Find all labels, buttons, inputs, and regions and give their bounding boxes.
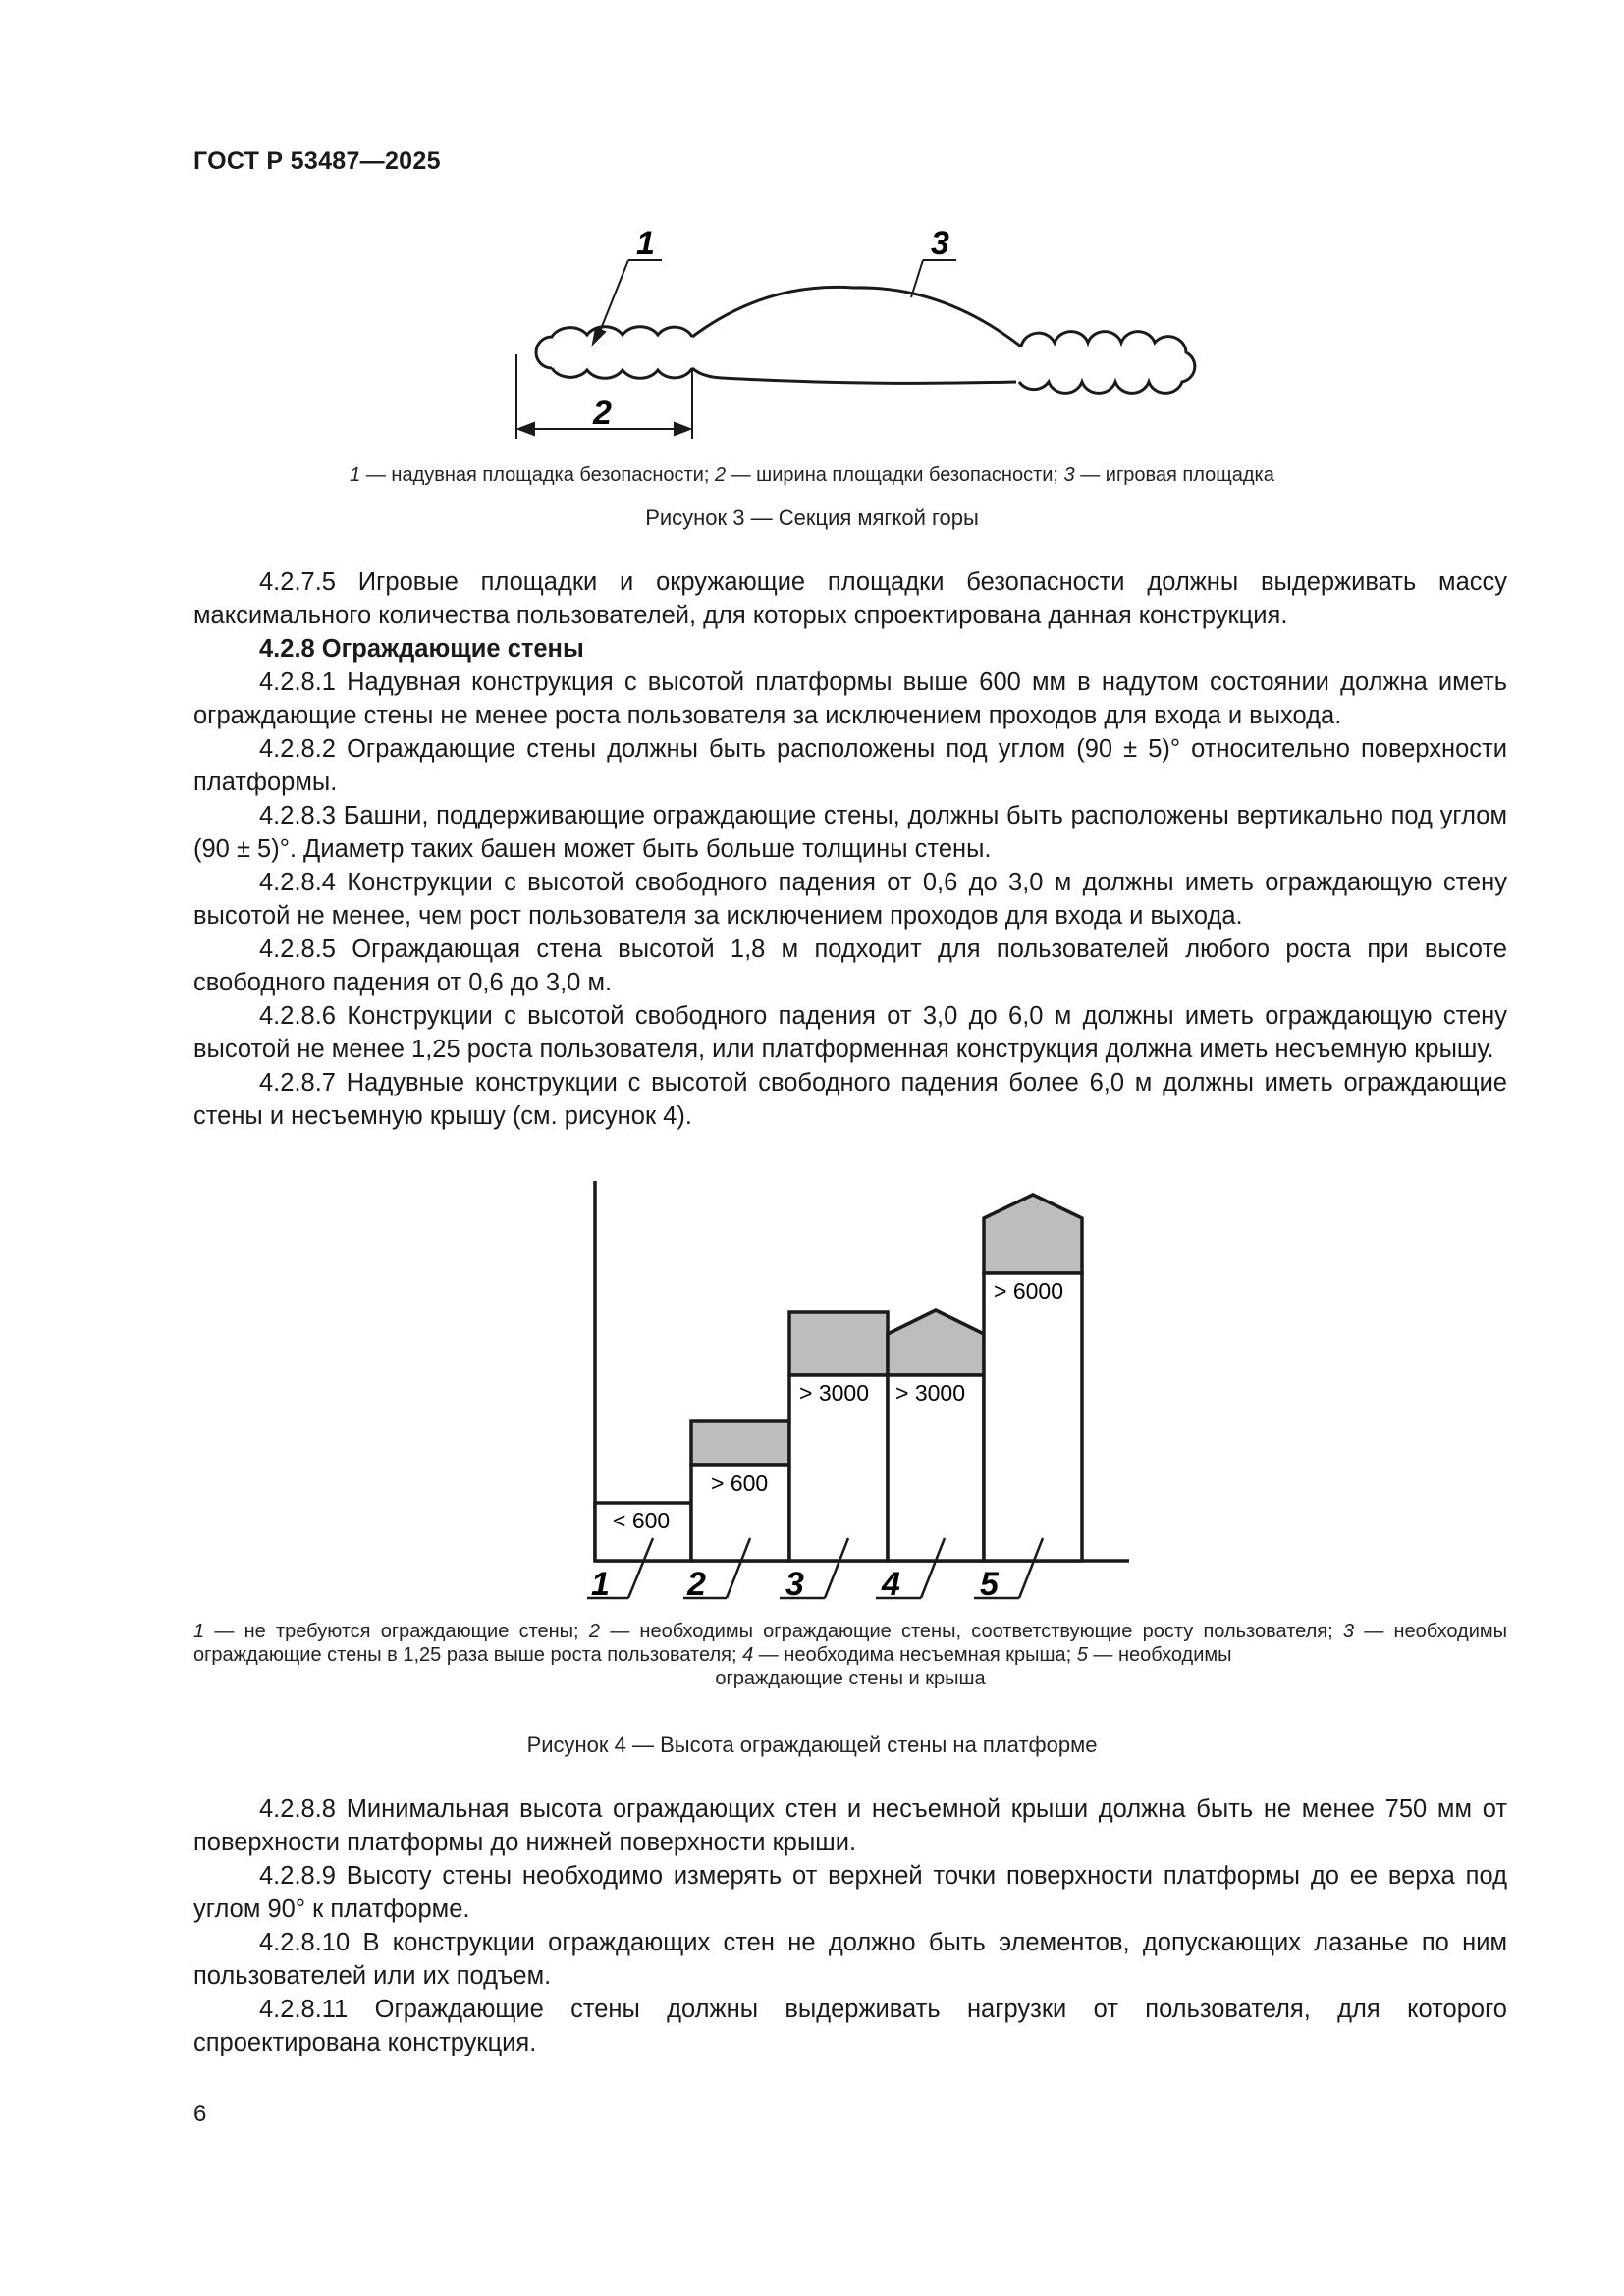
page-number: 6 [193,2101,207,2127]
heading-428: 4.2.8 Ограждающие стены [259,635,584,663]
column-3-label: 3 [785,1566,804,1603]
column-5-value: > 6000 [994,1278,1063,1304]
safety-pad-left-outline [536,327,692,378]
play-area-top-outline [692,287,1021,347]
legend-num: 1 [350,464,361,486]
paragraph-4275: 4.2.7.5 Игровые площадки и окружающие площадки безопасности должны выдерживать массу максимального количества пользователей, для которых спроектирована данная конструкция. [193,568,1507,629]
paragraph-42811: 4.2.8.11 Ограждающие стены должны выдерживать нагрузки от пользователя, для которого спроектирована конструкция. [193,1996,1507,2056]
leader-arrow-1 [593,328,605,344]
figure3-label-1: 1 [636,225,655,262]
paragraph-4288: 4.2.8.8 Минимальная высота ограждающих стен и несъемной крыши должна быть не менее 750 мм от поверхности платформы до нижней поверхности крыши. [193,1795,1507,1856]
figure4-legend-last-line: ограждающие стены и крыша [715,1668,986,1689]
paragraph-4287: 4.2.8.7 Надувные конструкции с высотой свободного падения более 6,0 м должны иметь ограждающие стены и несъемную крышу (см. рисунок 4). [193,1069,1507,1130]
paragraph-4289: 4.2.8.9 Высоту стены необходимо измерять от верхней точки поверхности платформы до ее верха под углом 90° к платформе. [193,1862,1507,1923]
column-5-roof [984,1195,1082,1273]
figure-4-diagram [569,1173,1139,1620]
section-a-text [193,565,1507,1133]
paragraph-42810: 4.2.8.10 В конструкции ограждающих стен не должно быть элементов, допускающих лазанье по ним пользователей или их подъем. [193,1929,1507,1990]
column-4-roof [888,1310,984,1375]
figure3-title: Рисунок 3 — Секция мягкой горы [645,506,979,530]
paragraph-4284: 4.2.8.4 Конструкции с высотой свободного падения от 0,6 до 3,0 м должны иметь ограждающую стену высотой не менее, чем рост пользователя за исключением проходов для входа и выхода. [193,869,1507,930]
column-5-platform [984,1273,1082,1561]
figure-3-diagram [491,221,1237,447]
column-3-wall [789,1312,888,1375]
section-b-text [193,1792,1507,2059]
play-area-bottom-outline [692,368,1016,383]
figure4-legend: 1 — не требуются ограждающие стены; 2 — необходимы ограждающие стены, соответствующие росту пользователя; 3 — необходимы ограждающие стены в 1,25 раза выше роста пользователя; 4 — необходима несъемная крыша; 5 — необходимы ограждающие стены и крыша [193,1621,1507,1689]
figure3-label-2: 2 [593,395,612,432]
figure4-title: Рисунок 4 — Высота ограждающей стены на платформе [526,1733,1098,1757]
paragraph-4283: 4.2.8.3 Башни, поддерживающие ограждающие стены, должны быть расположены вертикально под углом (90 ± 5)°. Диаметр таких башен может быть больше толщины стены. [193,802,1507,863]
figure3-label-3: 3 [931,225,949,262]
column-1-label: 1 [591,1566,610,1603]
column-4-value: > 3000 [895,1380,965,1406]
document-code: ГОСТ Р 53487—2025 [193,147,441,175]
paragraph-4281: 4.2.8.1 Надувная конструкция с высотой платформы выше 600 мм в надутом состоянии должна иметь ограждающие стены не менее роста пользователя за исключением проходов для входа и выхода. [193,668,1507,729]
dimension-arrow-left [518,423,534,435]
paragraph-4286: 4.2.8.6 Конструкции с высотой свободного падения от 3,0 до 6,0 м должны иметь ограждающую стену высотой не менее 1,25 роста пользователя, или платформенная конструкция должна иметь несъемную крышу. [193,1002,1507,1063]
dimension-arrow-right [675,423,690,435]
column-4-label: 4 [882,1566,900,1603]
paragraph-4285: 4.2.8.5 Ограждающая стена высотой 1,8 м подходит для пользователей любого роста при высоте свободного падения от 0,6 до 3,0 м. [193,935,1507,996]
column-3-value: > 3000 [799,1380,869,1406]
paragraph-4282: 4.2.8.2 Ограждающие стены должны быть расположены под углом (90 ± 5)° относительно поверхности платформы. [193,735,1507,796]
figure3-legend: 1 — надувная площадка безопасности; 2 — ширина площадки безопасности; 3 — игровая площадка [350,464,1274,486]
safety-pad-right-outline [1019,332,1195,394]
column-1-value: < 600 [613,1508,671,1533]
column-5-label: 5 [980,1566,999,1603]
column-2-label: 2 [687,1566,706,1603]
column-2-wall [691,1421,789,1465]
column-2-value: > 600 [711,1470,769,1496]
